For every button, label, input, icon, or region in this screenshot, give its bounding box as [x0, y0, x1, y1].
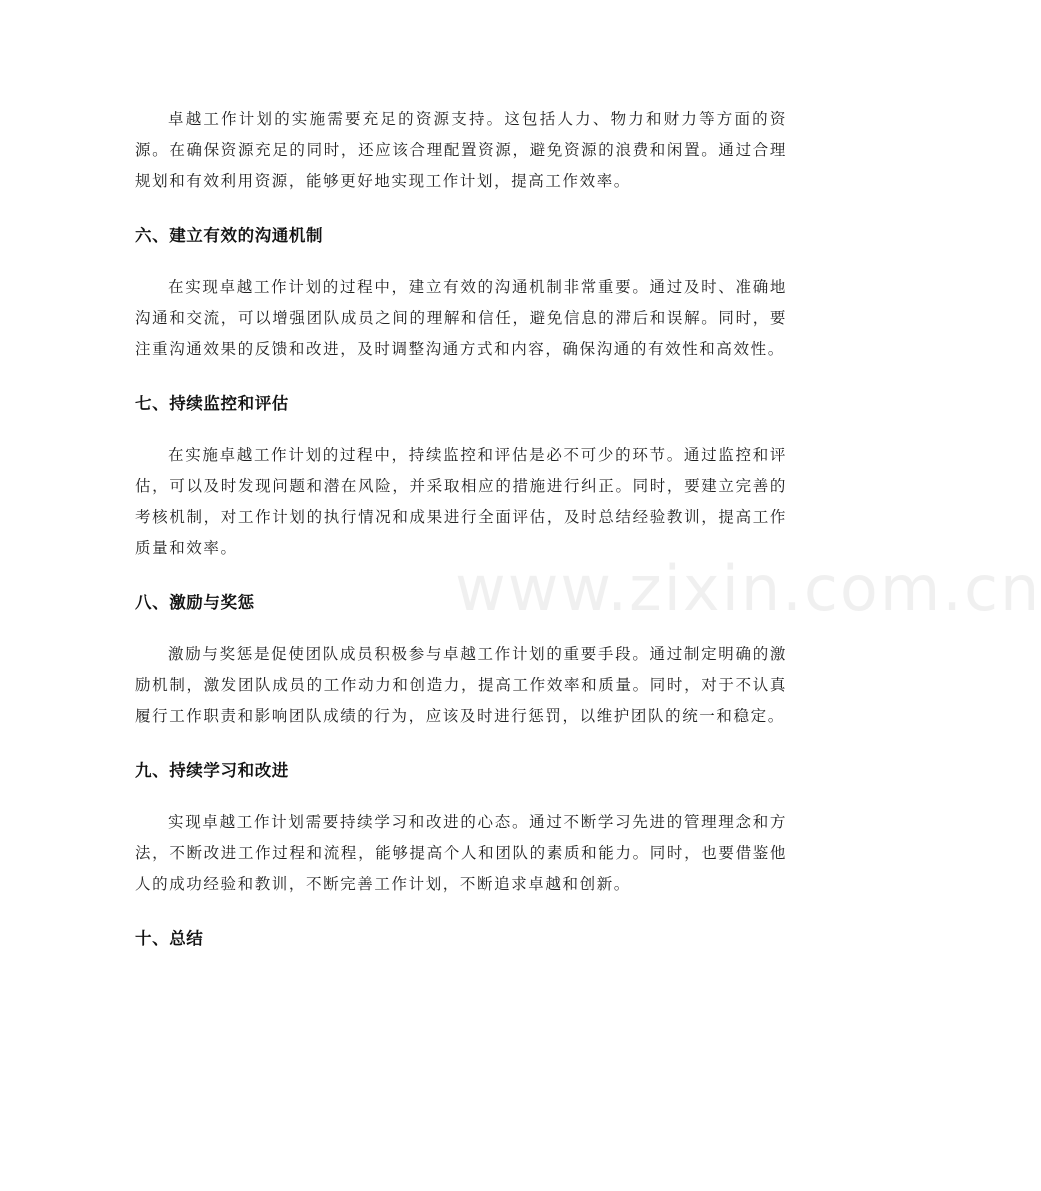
section-paragraph-8: 激励与奖惩是促使团队成员积极参与卓越工作计划的重要手段。通过制定明确的激励机制，激发团队成员的工作动力和创造力，提高工作效率和质量。同时，对于不认真履行工作职责和影响团队成绩的行为，应该及时进行惩罚，以维护团队的统一和稳定。	[135, 645, 787, 725]
document-body	[135, 104, 787, 954]
section-paragraph-6: 在实现卓越工作计划的过程中，建立有效的沟通机制非常重要。通过及时、准确地沟通和交流，可以增强团队成员之间的理解和信任，避免信息的滞后和误解。同时，要注重沟通效果的反馈和改进，及时调整沟通方式和内容，确保沟通的有效性和高效性。	[135, 278, 787, 358]
watermark: www.zixin.com.cn	[455, 552, 1041, 625]
section-heading-7: 七、持续监控和评估	[135, 394, 289, 413]
section-paragraph-7: 在实施卓越工作计划的过程中，持续监控和评估是必不可少的环节。通过监控和评估，可以及时发现问题和潜在风险，并采取相应的措施进行纠正。同时，要建立完善的考核机制，对工作计划的执行情况和成果进行全面评估，及时总结经验教训，提高工作质量和效率。	[135, 446, 787, 557]
section-heading-6: 六、建立有效的沟通机制	[135, 226, 324, 245]
intro-paragraph: 卓越工作计划的实施需要充足的资源支持。这包括人力、物力和财力等方面的资源。在确保资源充足的同时，还应该合理配置资源，避免资源的浪费和闲置。通过合理规划和有效利用资源，能够更好地实现工作计划，提高工作效率。	[135, 110, 787, 190]
section-heading-8: 八、激励与奖惩	[135, 593, 255, 612]
section-heading-9: 九、持续学习和改进	[135, 761, 289, 780]
section-paragraph-9: 实现卓越工作计划需要持续学习和改进的心态。通过不断学习先进的管理理念和方法，不断改进工作过程和流程，能够提高个人和团队的素质和能力。同时，也要借鉴他人的成功经验和教训，不断完善工作计划，不断追求卓越和创新。	[135, 813, 787, 893]
section-heading-10: 十、总结	[135, 929, 204, 948]
